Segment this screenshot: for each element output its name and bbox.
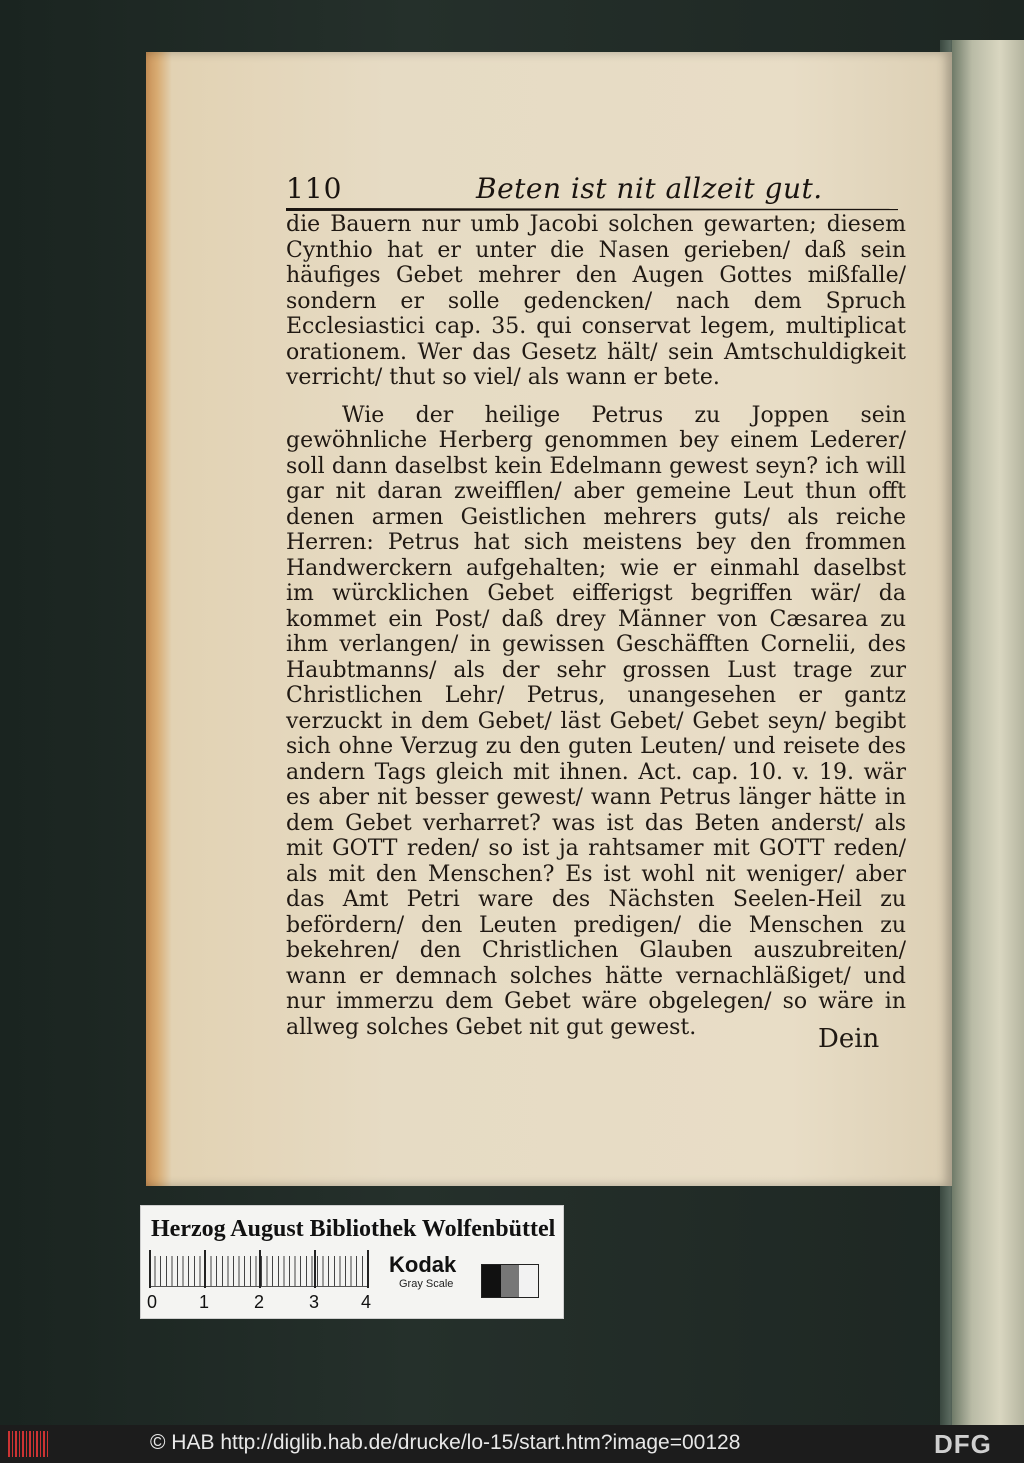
scale-number: 3 <box>309 1292 320 1312</box>
paragraph-2: Wie der heilige Petrus zu Joppen sein gewöhnliche Herberg genommen bey einem Lederer/ soll dann daselbst kein Edelmann gewest seyn? ich will gar nit daran zweifflen/ aber gemeine Leut thun offt denen armen Geistlichen mehrers guts/ als reiche Herren: Petrus hat sich meistens bey den frommen Handwerckern aufgehalten; wie er einmahl daselbst im würcklichen Gebet eifferigst begriffen wär/ da kommet ein Post/ daß drey Männer von Cæsarea zu ihm verlangen/ in gewissen Geschäfften Cornelii, des Haubtmanns/ als der sehr grossen Lust trage zur Christlichen Lehr/ Petrus, unangesehen er gantz verzuckt in dem Gebet/ läst Gebet/ Gebet seyn/ begibt sich ohne Verzug zu den guten Leuten/ und reisete des andern Tags gleich mit ihnen. Act. cap. 10. v. 19. wär es aber nit besser gewest/ wann Petrus länger hätte in dem Gebet verharret? was ist das Beten anderst/ als mit GOTT reden/ so ist ja rahtsamer mit GOTT reden/ als mit den Menschen? Es ist wohl nit weniger/ aber das Amt Petri ware des Nächsten Seelen-Heil zu befördern/ den Leuten predigen/ die Menschen zu bekehren/ den Christlichen Glauben auszubreiten/ wann er demnach solches hätte vernachläßiget/ und nur immerzu dem Gebet wäre obgelegen/ so wäre in allweg solches Gebet nit gut gewest. <box>286 402 906 1040</box>
scale-number: 4 <box>361 1292 372 1312</box>
color-calibration-target <box>140 1205 564 1319</box>
gray-patch-light <box>519 1265 538 1297</box>
library-name: Herzog August Bibliothek Wolfenbüttel <box>151 1216 556 1242</box>
body-text <box>286 212 906 1040</box>
gray-patch-dark <box>482 1265 501 1297</box>
scale-number: 1 <box>199 1292 210 1312</box>
running-head <box>286 168 906 212</box>
kodak-logo: Kodak <box>389 1252 457 1277</box>
scale-number: 2 <box>254 1292 265 1312</box>
barcode-icon <box>8 1431 48 1457</box>
scale-tick <box>204 1250 206 1288</box>
dfg-logo: DFG <box>934 1429 992 1459</box>
scale-tick <box>367 1250 369 1288</box>
scale-tick <box>259 1250 261 1288</box>
scale-number: 0 <box>147 1292 158 1312</box>
gray-patch-mid <box>501 1265 520 1297</box>
head-rule <box>286 208 898 211</box>
running-head-title: Beten ist nit allzeit gut. <box>476 172 823 205</box>
footer-bar <box>0 1425 1024 1463</box>
gray-scale-label: Gray Scale <box>399 1278 454 1290</box>
catchword: Dein <box>818 1024 880 1054</box>
scale-tick <box>149 1250 151 1288</box>
source-link[interactable]: © HAB http://diglib.hab.de/drucke/lo-15/start.htm?image=00128 <box>150 1431 741 1454</box>
adjacent-page-edge <box>952 40 1024 1425</box>
gray-patches <box>481 1264 539 1298</box>
scale-tick <box>314 1250 316 1288</box>
page-number: 110 <box>286 172 343 205</box>
paragraph-1: die Bauern nur umb Jacobi solchen gewarten; diesem Cynthio hat er unter die Nasen gerieben/ daß sein häufiges Gebet mehrer den Augen Gottes mißfalle/ sondern er solle gedencken/ nach dem Spruch Ecclesiastici cap. 35. qui conservat legem, multiplicat orationem. Wer das Gesetz hält/ sein Amtschuldigkeit verricht/ thut so viel/ als wann er bete. <box>286 212 906 390</box>
